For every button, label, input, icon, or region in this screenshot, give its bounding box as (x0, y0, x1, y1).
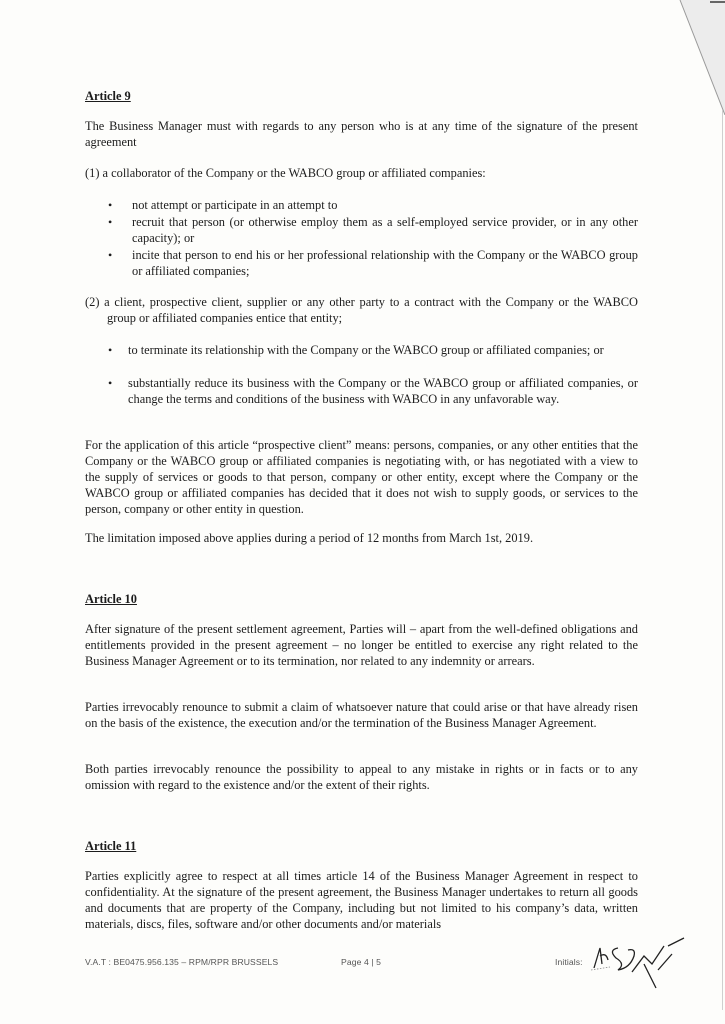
article-9-definition: For the application of this article “prospective client” means: persons, companies, or any other entities that the Company or the WABCO group or affiliated companies is negotiating with, or has negotiated with a view to the supply of services or goods to that person, company or other entity, except where the Company or the WABCO group or affiliated companies has decided that it does not wish to supply goods, or services to the person, company or other entity in question. (85, 438, 638, 516)
bullet-icon: • (108, 198, 113, 212)
article-9-intro: The Business Manager must with regards to any person who is at any time of the signature of the present agreement (85, 119, 638, 149)
article-9-item-1-bullet-3: incite that person to end his or her professional relationship with the Company or the WABCO group or affiliated companies; (132, 248, 638, 278)
article-11-para-1: Parties explicitly agree to respect at all times article 14 of the Business Manager Agreement in respect to confidentiality. At the signature of the present agreement, the Business Manager undertakes to return all goods and documents that are property of the Company, including but not limited to his company’s data, written materials, discs, files, software and/or other documents and/or materials (85, 869, 638, 931)
article-9-item-1: (1) a collaborator of the Company or the WABCO group or affiliated companies: (85, 166, 486, 180)
bullet-icon: • (108, 343, 113, 357)
scan-fold-corner (670, 0, 725, 115)
article-10-para-2: Parties irrevocably renounce to submit a claim of whatsoever nature that could arise or that have already risen on the basis of the existence, the execution and/or the termination of the Business Manager Agreement. (85, 700, 638, 730)
article-10-para-1: After signature of the present settlement agreement, Parties will – apart from the well-defined obligations and entitlements provided in the present agreement – no longer be entitled to exercise any right related to the Business Manager Agreement or to its termination, nor related to any indemnity or arrears. (85, 622, 638, 668)
bullet-icon: • (108, 215, 113, 229)
article-10-para-3: Both parties irrevocably renounce the possibility to appeal to any mistake in rights or in facts or to any omission with regard to the existence and/or the extent of their rights. (85, 762, 638, 792)
article-9-item-1-bullet-2: recruit that person (or otherwise employ them as a self-employed service provider, or in any other capacity); or (132, 215, 638, 245)
footer-page-number: Page 4 | 5 (341, 957, 382, 967)
footer-initials-label: Initials: (555, 957, 583, 967)
article-9-limitation: The limitation imposed above applies during a period of 12 months from March 1st, 2019. (85, 531, 534, 545)
article-9-item-2-bullet-2: substantially reduce its business with the Company or the WABCO group or affiliated companies, or change the terms and conditions of the business with WABCO in any unfavorable way. (128, 376, 638, 406)
bullet-icon: • (108, 376, 113, 390)
article-9-item-1-bullet-1: not attempt or participate in an attempt to (132, 198, 338, 212)
handwritten-initials-signature (588, 934, 688, 994)
article-9-heading: Article 9 (85, 89, 131, 103)
article-9-item-2: (2) a client, prospective client, supplier or any other party to a contract with the Company or the WABCO group or affiliated companies entice that entity; (85, 295, 638, 325)
article-9-item-2-bullet-1: to terminate its relationship with the Company or the WABCO group or affiliated companies; or (128, 343, 604, 357)
bullet-icon: • (108, 248, 113, 262)
article-11-heading: Article 11 (85, 839, 137, 853)
footer-vat: V.A.T : BE0475.956.135 – RPM/RPR BRUSSELS (85, 957, 279, 967)
article-10-heading: Article 10 (85, 592, 137, 606)
scan-edge-line (722, 110, 723, 1010)
